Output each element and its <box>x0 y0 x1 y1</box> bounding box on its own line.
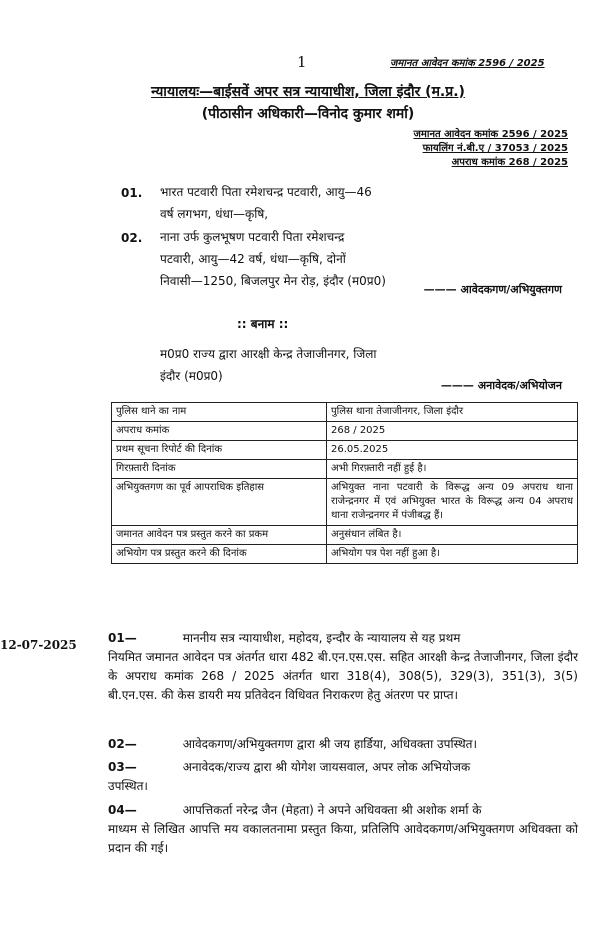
table-key: अभियोग पत्र प्रस्तुत करने की दिनांक <box>112 545 327 564</box>
table-key: जमानत आवेदन पत्र प्रस्तुत करने का प्रकम <box>112 526 327 545</box>
versus-heading: :: बनाम :: <box>237 317 289 331</box>
order-paragraph-1 <box>108 629 578 705</box>
para-first-line: आवेदकगण/अभियुक्तगण द्वारा श्री जय हार्डिया, अधिवक्ता उपस्थित। <box>182 737 478 751</box>
respondent-label: ——— अनावेदक/अभियोजन <box>440 379 562 392</box>
table-key: गिरफ़्तारी दिनांक <box>112 460 327 479</box>
respondent-line: म0प्र0 राज्य द्वारा आरक्षी केन्द्र तेजाजीनगर, जिला <box>160 347 377 361</box>
table-value: 268 / 2025 <box>327 422 578 441</box>
table-row <box>112 403 578 422</box>
table-value: पुलिस थाना तेजाजीनगर, जिला इंदौर <box>327 403 578 422</box>
page-number: 1 <box>297 53 307 71</box>
table-key: पुलिस थाने का नाम <box>112 403 327 422</box>
table-value: अभियुक्त नाना पटवारी के विरूद्ध अन्य 09 अपराध थाना राजेन्द्रनगर में एवं अभियुक्त भारत के विरूद्ध अन्य 04 अपराध थाना राजेन्द्रनगर में पंजीबद्ध हैं। <box>327 479 578 526</box>
para-body: उपस्थित। <box>108 779 148 793</box>
table-key: अपराध कमांक <box>112 422 327 441</box>
table-row <box>112 441 578 460</box>
table-key: प्रथम सूचना रिपोर्ट की दिनांक <box>112 441 327 460</box>
table-value: अभियोग पत्र पेश नहीं हुआ है। <box>327 545 578 564</box>
order-paragraph-3 <box>108 758 578 796</box>
applicant-2-line: पटवारी, आयु—42 वर्ष, धंधा—कृषि, दोनों <box>160 252 346 266</box>
table-value: अनुसंधान लंबित है। <box>327 526 578 545</box>
applicant-1 <box>160 181 460 225</box>
order-date: 12-07-2025 <box>0 638 77 652</box>
para-number: 03— <box>108 760 137 774</box>
table-value: अभी गिरफ़्तारी नहीं हुई है। <box>327 460 578 479</box>
applicants-label: ——— आवेदकगण/अभियुक्तगण <box>423 283 562 296</box>
table-key: अभियुक्तगण का पूर्व आपराधिक इतिहास <box>112 479 327 526</box>
table-row <box>112 545 578 564</box>
table-row <box>112 422 578 441</box>
para-body: माध्यम से लिखित आपत्ति मय वकालतनामा प्रस्तुत किया, प्रतिलिपि आवेदकगण/अभियुक्तगण अधिवक्ता को प्रदान की गई। <box>108 822 578 855</box>
para-number: 02— <box>108 737 137 751</box>
applicant-2-number: 02. <box>121 231 143 245</box>
para-first-line: अनावेदक/राज्य द्वारा श्री योगेश जायसवाल, अपर लोक अभियोजक <box>182 760 471 774</box>
table-row <box>112 479 578 526</box>
bail-application-number: जमानत आवेदन कमांक 2596 / 2025 <box>413 129 568 140</box>
applicant-1-line: वर्ष लगभग, धंधा—कृषि, <box>160 207 269 221</box>
para-first-line: माननीय सत्र न्यायाधीश, महोदय, इन्दौर के न्यायालय से यह प्रथम <box>182 631 461 645</box>
para-number: 01— <box>108 631 137 645</box>
table-row <box>112 526 578 545</box>
presiding-officer: (पीठासीन अधिकारी—विनोद कुमार शर्मा) <box>201 106 415 122</box>
crime-number: अपराध कमांक 268 / 2025 <box>451 157 568 168</box>
para-first-line: आपत्तिकर्ता नरेन्द्र जैन (मेहता) ने अपने अधिवक्ता श्री अशोक शर्मा के <box>182 803 482 817</box>
applicant-2-line: निवासी—1250, बिजलपुर मेन रोड़, इंदौर (म0प्र0) <box>160 274 386 288</box>
para-body: नियमित जमानत आवेदन पत्र अंतर्गत धारा 482 बी.एन.एस.एस. सहित आरक्षी केन्द्र तेजाजीनगर, जिला इंदौर के अपराध कमांक 268 / 2025 अंतर्गत धारा 318(4), 308(5), 329(3), 351(3), 3(5) बी.एन.एस. की केस डायरी मय प्रतिवेदन विधिवत निराकरण हेतु अंतरण पर प्राप्त। <box>108 650 578 702</box>
respondent <box>160 343 450 387</box>
order-paragraph-4 <box>108 801 578 858</box>
applicant-2-line: नाना उर्फ कुलभूषण पटवारी पिता रमेशचन्द्र <box>160 230 345 244</box>
case-info-table <box>111 402 578 564</box>
filing-number: फायलिंग नं.बी.ए / 37053 / 2025 <box>422 143 568 154</box>
respondent-line: इंदौर (म0प्र0) <box>160 369 223 383</box>
top-case-reference: जमानत आवेदन कमांक 2596 / 2025 <box>390 58 545 69</box>
applicant-2 <box>160 226 460 292</box>
court-title: न्यायालयः—बाईसवें अपर सत्र न्यायाधीश, जिला इंदौर (म.प्र.) <box>151 84 465 100</box>
para-number: 04— <box>108 803 137 817</box>
order-paragraph-2 <box>108 735 578 754</box>
applicant-1-number: 01. <box>121 186 143 200</box>
table-row <box>112 460 578 479</box>
applicant-1-line: भारत पटवारी पिता रमेशचन्द्र पटवारी, आयु—46 <box>160 185 372 199</box>
table-value: 26.05.2025 <box>327 441 578 460</box>
